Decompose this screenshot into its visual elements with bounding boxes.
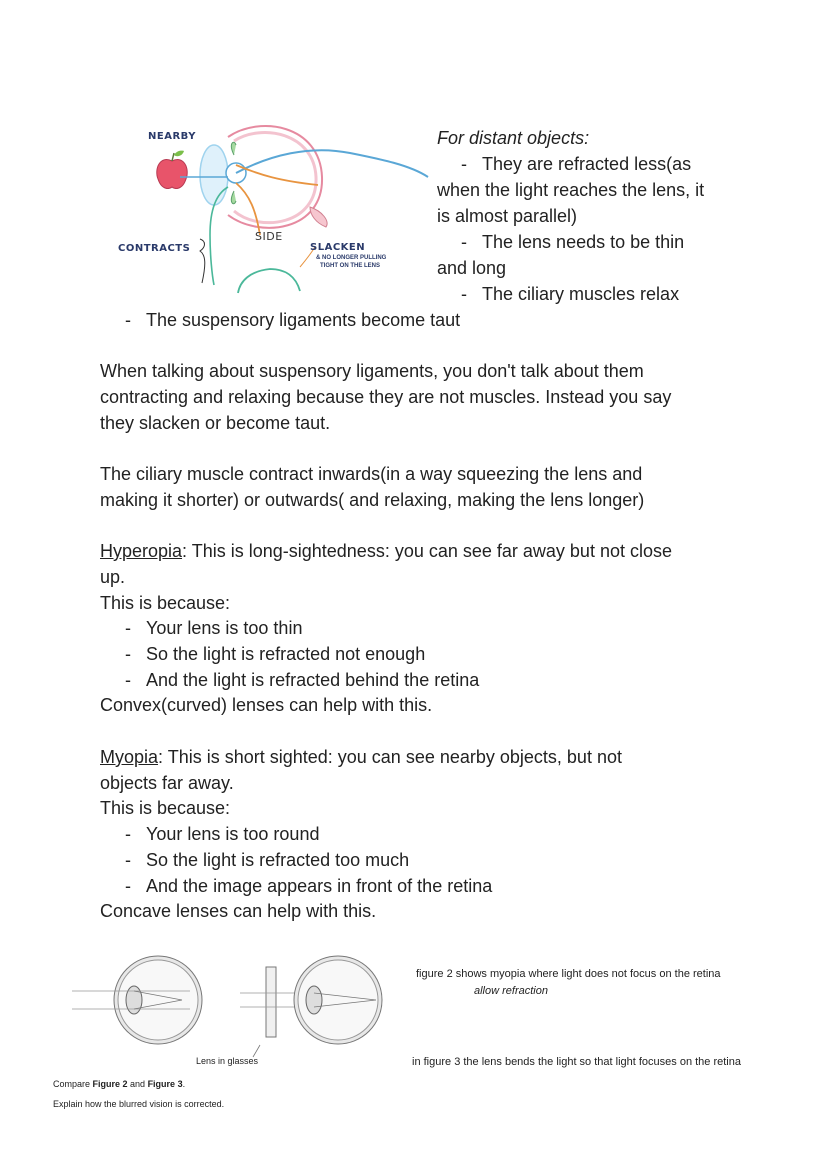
answer-2: in figure 3 the lens bends the light so that light focuses on the retina [412, 1056, 741, 1068]
figure-2-eye [72, 956, 202, 1044]
distant-b1-l1: They are refracted less(as [482, 154, 692, 174]
hyperopia-bullet-2 [125, 641, 425, 667]
figure-drawing [70, 955, 390, 1065]
distant-b4: The suspensory ligaments become taut [146, 310, 461, 330]
answer-1: figure 2 shows myopia where light does not focus on the retina [416, 968, 721, 980]
label-slacken-note-1: & NO LONGER PULLING [316, 255, 387, 261]
myopia-fix: Concave lenses can help with this. [100, 901, 377, 921]
distant-b1-l3: is almost parallel) [437, 206, 578, 226]
para1-line1: When talking about suspensory ligaments, you don't talk about them [100, 361, 644, 381]
para2-line2: making it shorter) or outwards( and relaxing, making the lens longer) [100, 490, 645, 510]
label-contracts: CONTRACTS [118, 243, 191, 254]
label-slacken-note-2: TIGHT ON THE LENS [320, 263, 380, 269]
eye-diagram-drawing [110, 115, 430, 295]
eye-diagram-nearby [110, 115, 430, 295]
distant-b1-l2: when the light reaches the lens, it [437, 180, 705, 200]
myopia-b2: So the light is refracted too much [146, 850, 410, 870]
myopia-because: This is because: [100, 798, 231, 818]
para1-line3: they slacken or become taut. [100, 413, 331, 433]
distant-b2-l2: and long [437, 258, 507, 278]
label-side: SIDE [255, 230, 283, 243]
distant-bullet-4 [125, 307, 460, 333]
distant-b2-l1: The lens needs to be thin [482, 232, 685, 252]
myopia-bullet-2 [125, 847, 409, 873]
hyperopia-term: Hyperopia [100, 541, 183, 561]
label-slacken: SLACKEN [310, 242, 366, 253]
dash: - [125, 670, 131, 690]
myopia-term: Myopia [100, 747, 159, 767]
distant-bullet-3 [461, 281, 679, 307]
myopia-line1 [100, 744, 622, 770]
hyperopia-because: This is because: [100, 593, 231, 613]
hyperopia-bullet-1 [125, 615, 302, 641]
hyperopia-l1-rest: : This is long-sightedness: you can see far away but not close [182, 541, 672, 561]
eyeball-shape [226, 126, 327, 228]
compare-and: and [127, 1079, 148, 1089]
label-nearby: NEARBY [148, 131, 196, 142]
answer-1-note: allow refraction [474, 985, 548, 997]
hyperopia-b3: And the light is refracted behind the retina [146, 670, 480, 690]
hyperopia-fix: Convex(curved) lenses can help with this. [100, 695, 433, 715]
para1-line2: contracting and relaxing because they are not muscles. Instead you say [100, 387, 672, 407]
distant-bullet-2-line1 [461, 229, 684, 255]
dash: - [125, 644, 131, 664]
figure-3-eye [294, 956, 382, 1044]
hyperopia-b2: So the light is refracted not enough [146, 644, 426, 664]
distant-bullet-1-line1 [461, 151, 691, 177]
dash: - [125, 618, 131, 638]
hyperopia-b1: Your lens is too thin [146, 618, 303, 638]
distant-b3: The ciliary muscles relax [482, 284, 680, 304]
dash: - [125, 824, 131, 844]
lens-shape [200, 145, 228, 205]
myopia-b1: Your lens is too round [146, 824, 320, 844]
para2-line1: The ciliary muscle contract inwards(in a way squeezing the lens and [100, 464, 643, 484]
myopia-bullet-3 [125, 873, 492, 899]
dash: - [461, 154, 467, 174]
lens-in-glasses-label: Lens in glasses [196, 1056, 259, 1066]
hyperopia-line1 [100, 538, 672, 564]
myopia-line2: objects far away. [100, 773, 234, 793]
fig2-label: Figure 2 [92, 1079, 128, 1089]
dash: - [461, 232, 467, 252]
dash: - [125, 850, 131, 870]
compare-pre: Compare [53, 1079, 93, 1089]
hyperopia-line2: up. [100, 567, 126, 587]
dash: - [125, 310, 131, 330]
hyperopia-bullet-3 [125, 667, 479, 693]
distant-heading: For distant objects: [437, 128, 590, 148]
dash: - [125, 876, 131, 896]
figure-2-3-diagram [70, 955, 390, 1065]
compare-prompt [53, 1077, 185, 1091]
apple-icon [157, 151, 187, 189]
myopia-b3: And the image appears in front of the retina [146, 876, 493, 896]
explain-prompt: Explain how the blurred vision is corrected. [53, 1099, 225, 1109]
dash: - [461, 284, 467, 304]
compare-period: . [182, 1079, 186, 1089]
myopia-bullet-1 [125, 821, 319, 847]
fig3-label: Figure 3 [147, 1079, 183, 1089]
myopia-l1-rest: : This is short sighted: you can see nearby objects, but not [158, 747, 622, 767]
